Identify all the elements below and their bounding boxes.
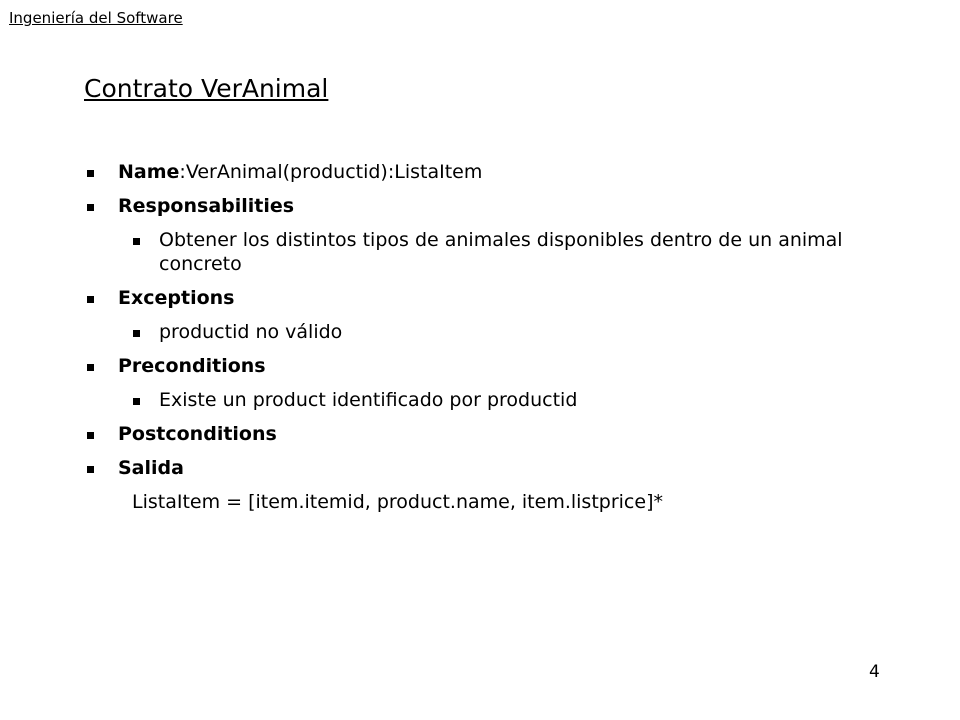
salida-item: [84, 456, 884, 480]
contract-body: [84, 160, 884, 524]
square-bullet-icon: [133, 330, 140, 337]
name-item: [84, 160, 884, 184]
exceptions-item: [84, 286, 884, 310]
square-bullet-icon: [87, 170, 94, 177]
preconditions-item: [84, 354, 884, 378]
responsabilities-item: [84, 194, 884, 218]
salida-label: Salida: [118, 457, 184, 479]
preconditions-label: Preconditions: [118, 355, 266, 377]
course-header-link[interactable]: Ingeniería del Software: [9, 9, 183, 27]
responsabilities-text: Obtener los distintos tipos de animales disponibles dentro de un animal concreto: [159, 229, 843, 275]
exceptions-text: productid no válido: [159, 321, 343, 343]
square-bullet-icon: [133, 398, 140, 405]
square-bullet-icon: [87, 364, 94, 371]
salida-text: ListaItem = [item.itemid, product.name, item.listprice]*: [132, 491, 663, 513]
square-bullet-icon: [87, 432, 94, 439]
square-bullet-icon: [133, 238, 140, 245]
page-number: 4: [869, 662, 880, 682]
postconditions-item: [84, 422, 884, 446]
exceptions-label: Exceptions: [118, 287, 235, 309]
page-title: Contrato VerAnimal: [84, 74, 329, 103]
responsabilities-label: Responsabilities: [118, 195, 295, 217]
square-bullet-icon: [87, 204, 94, 211]
square-bullet-icon: [87, 466, 94, 473]
name-label: Name: [118, 161, 180, 183]
name-value: :VerAnimal(productid):ListaItem: [179, 161, 483, 183]
postconditions-label: Postconditions: [118, 423, 277, 445]
square-bullet-icon: [87, 296, 94, 303]
preconditions-subitem: [84, 388, 884, 412]
preconditions-text: Existe un product identificado por productid: [159, 389, 578, 411]
exceptions-subitem: [84, 320, 884, 344]
responsabilities-subitem: [84, 228, 884, 276]
